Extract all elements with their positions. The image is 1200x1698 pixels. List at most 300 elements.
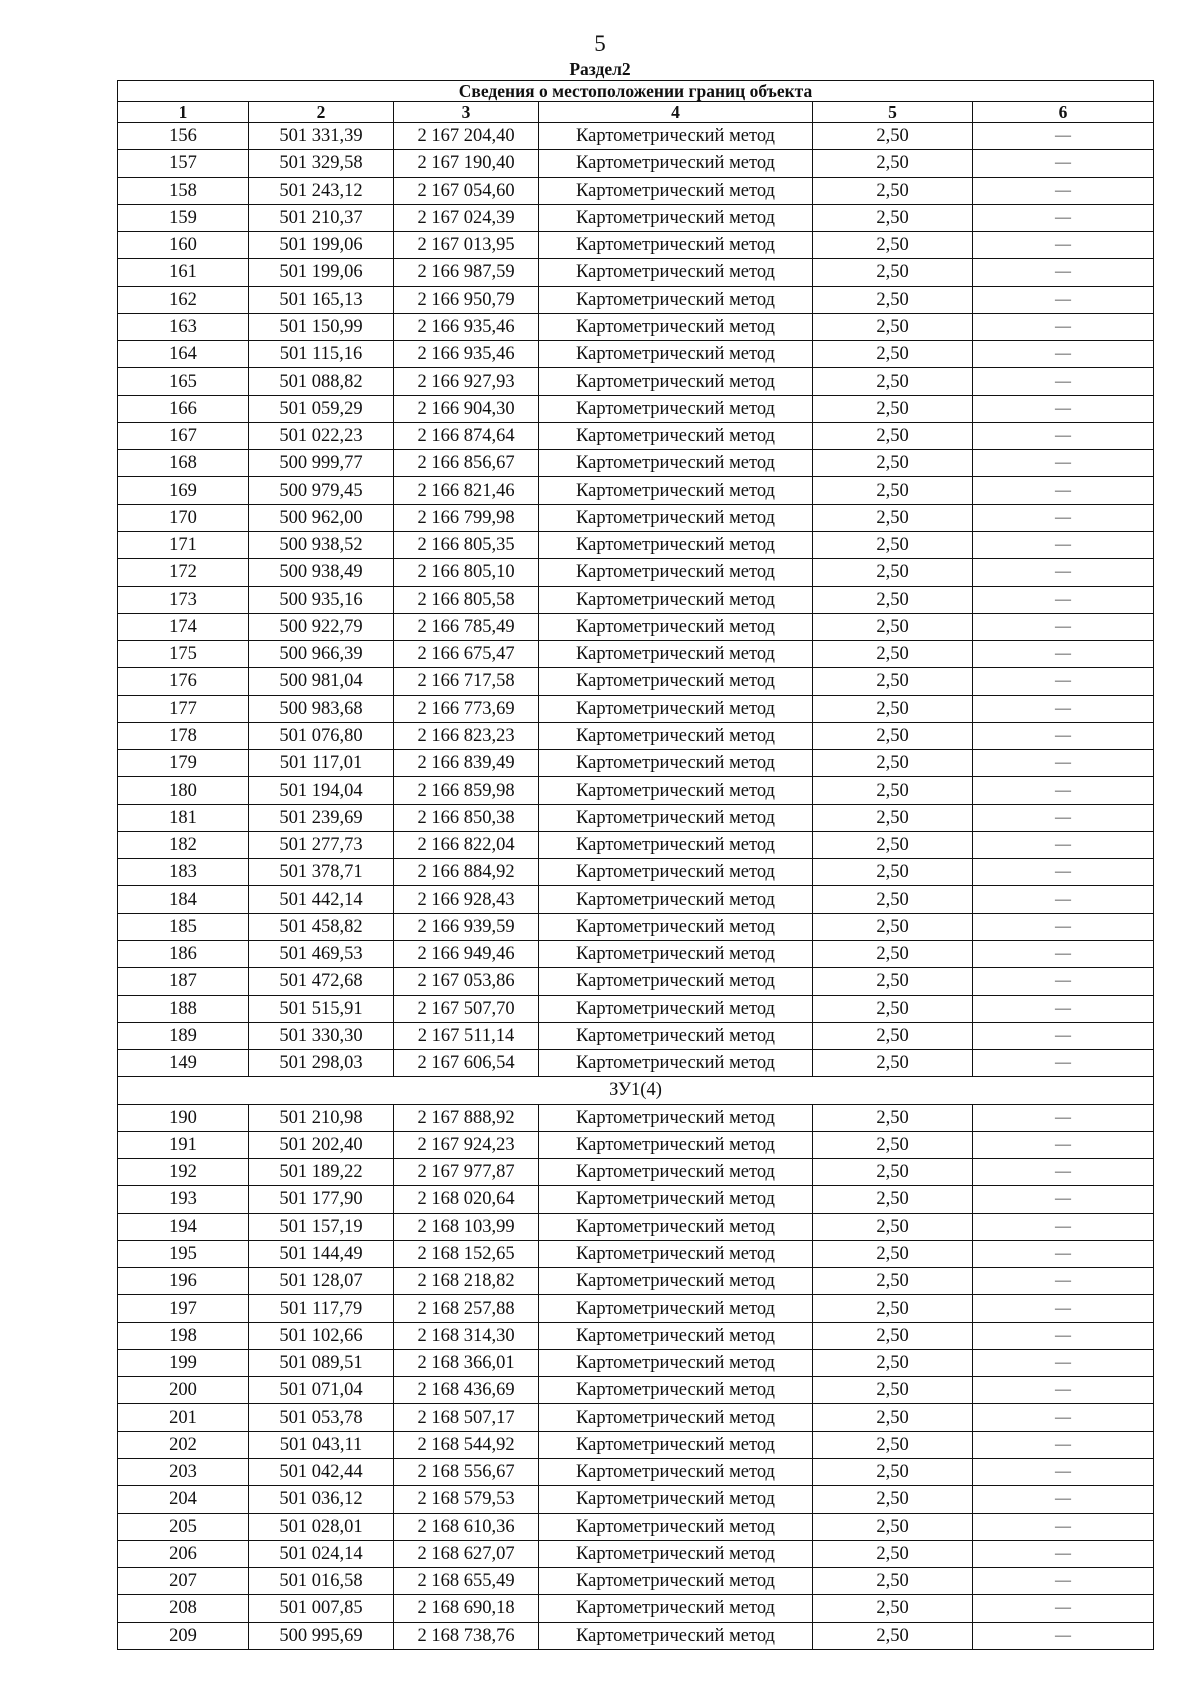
- y-coordinate-cell: 2 168 218,82: [394, 1268, 539, 1295]
- x-coordinate-cell: 501 243,12: [249, 177, 394, 204]
- point-number-cell: 168: [118, 450, 249, 477]
- x-coordinate-cell: 501 202,40: [249, 1131, 394, 1158]
- y-coordinate-cell: 2 166 935,46: [394, 313, 539, 340]
- accuracy-cell: 2,50: [813, 1186, 973, 1213]
- accuracy-cell: 2,50: [813, 886, 973, 913]
- column-header: 5: [813, 102, 973, 123]
- x-coordinate-cell: 500 938,52: [249, 531, 394, 558]
- y-coordinate-cell: 2 167 204,40: [394, 123, 539, 150]
- method-cell: Картометрический метод: [539, 940, 813, 967]
- point-number-cell: 167: [118, 422, 249, 449]
- accuracy-cell: 2,50: [813, 586, 973, 613]
- point-number-cell: 163: [118, 313, 249, 340]
- accuracy-cell: 2,50: [813, 613, 973, 640]
- x-coordinate-cell: 501 150,99: [249, 313, 394, 340]
- accuracy-cell: 2,50: [813, 1240, 973, 1267]
- note-cell: —: [973, 368, 1154, 395]
- method-cell: Картометрический метод: [539, 1459, 813, 1486]
- x-coordinate-cell: 501 016,58: [249, 1568, 394, 1595]
- method-cell: Картометрический метод: [539, 1213, 813, 1240]
- accuracy-cell: 2,50: [813, 995, 973, 1022]
- x-coordinate-cell: 501 059,29: [249, 395, 394, 422]
- note-cell: —: [973, 259, 1154, 286]
- note-cell: —: [973, 559, 1154, 586]
- y-coordinate-cell: 2 168 314,30: [394, 1322, 539, 1349]
- y-coordinate-cell: 2 166 799,98: [394, 504, 539, 531]
- table-row: [118, 1595, 1154, 1622]
- note-cell: —: [973, 1268, 1154, 1295]
- point-number-cell: 176: [118, 668, 249, 695]
- point-number-cell: 160: [118, 232, 249, 259]
- note-cell: —: [973, 1186, 1154, 1213]
- point-number-cell: 157: [118, 150, 249, 177]
- y-coordinate-cell: 2 166 939,59: [394, 913, 539, 940]
- x-coordinate-cell: 501 042,44: [249, 1459, 394, 1486]
- method-cell: Картометрический метод: [539, 1268, 813, 1295]
- table-row: [118, 995, 1154, 1022]
- point-number-cell: 187: [118, 968, 249, 995]
- point-number-cell: 171: [118, 531, 249, 558]
- table-row: [118, 504, 1154, 531]
- x-coordinate-cell: 501 472,68: [249, 968, 394, 995]
- page-number: 5: [594, 31, 606, 56]
- y-coordinate-cell: 2 166 805,58: [394, 586, 539, 613]
- accuracy-cell: 2,50: [813, 1159, 973, 1186]
- method-cell: Картометрический метод: [539, 1622, 813, 1649]
- point-number-cell: 192: [118, 1159, 249, 1186]
- accuracy-cell: 2,50: [813, 777, 973, 804]
- point-number-cell: 170: [118, 504, 249, 531]
- x-coordinate-cell: 501 102,66: [249, 1322, 394, 1349]
- y-coordinate-cell: 2 166 884,92: [394, 859, 539, 886]
- column-header: 2: [249, 102, 394, 123]
- method-cell: Картометрический метод: [539, 695, 813, 722]
- method-cell: Картометрический метод: [539, 368, 813, 395]
- accuracy-cell: 2,50: [813, 422, 973, 449]
- point-number-cell: 186: [118, 940, 249, 967]
- table-row: [118, 477, 1154, 504]
- y-coordinate-cell: 2 167 054,60: [394, 177, 539, 204]
- method-cell: Картометрический метод: [539, 477, 813, 504]
- table-caption-row: [118, 81, 1154, 102]
- x-coordinate-cell: 501 330,30: [249, 1022, 394, 1049]
- table-body: [118, 123, 1154, 1650]
- table-row: [118, 750, 1154, 777]
- y-coordinate-cell: 2 166 839,49: [394, 750, 539, 777]
- note-cell: —: [973, 695, 1154, 722]
- x-coordinate-cell: 501 194,04: [249, 777, 394, 804]
- y-coordinate-cell: 2 167 507,70: [394, 995, 539, 1022]
- accuracy-cell: 2,50: [813, 450, 973, 477]
- table-row: [118, 1513, 1154, 1540]
- point-number-cell: 178: [118, 722, 249, 749]
- accuracy-cell: 2,50: [813, 341, 973, 368]
- accuracy-cell: 2,50: [813, 1349, 973, 1376]
- table-row: [118, 232, 1154, 259]
- point-number-cell: 193: [118, 1186, 249, 1213]
- table-row: [118, 531, 1154, 558]
- point-number-cell: 200: [118, 1377, 249, 1404]
- y-coordinate-cell: 2 166 874,64: [394, 422, 539, 449]
- x-coordinate-cell: 501 329,58: [249, 150, 394, 177]
- y-coordinate-cell: 2 167 924,23: [394, 1131, 539, 1158]
- y-coordinate-cell: 2 168 103,99: [394, 1213, 539, 1240]
- accuracy-cell: 2,50: [813, 123, 973, 150]
- table-row: [118, 886, 1154, 913]
- x-coordinate-cell: 500 922,79: [249, 613, 394, 640]
- x-coordinate-cell: 501 022,23: [249, 422, 394, 449]
- method-cell: Картометрический метод: [539, 286, 813, 313]
- x-coordinate-cell: 501 117,79: [249, 1295, 394, 1322]
- table-row: [118, 1050, 1154, 1077]
- table-row: [118, 913, 1154, 940]
- point-number-cell: 161: [118, 259, 249, 286]
- table-row: [118, 1431, 1154, 1458]
- note-cell: —: [973, 1568, 1154, 1595]
- x-coordinate-cell: 501 378,71: [249, 859, 394, 886]
- accuracy-cell: 2,50: [813, 968, 973, 995]
- note-cell: —: [973, 831, 1154, 858]
- y-coordinate-cell: 2 166 850,38: [394, 804, 539, 831]
- point-number-cell: 205: [118, 1513, 249, 1540]
- y-coordinate-cell: 2 166 805,10: [394, 559, 539, 586]
- accuracy-cell: 2,50: [813, 1431, 973, 1458]
- accuracy-cell: 2,50: [813, 177, 973, 204]
- table-row: [118, 177, 1154, 204]
- x-coordinate-cell: 501 189,22: [249, 1159, 394, 1186]
- method-cell: Картометрический метод: [539, 1349, 813, 1376]
- table-row: [118, 1459, 1154, 1486]
- accuracy-cell: 2,50: [813, 1022, 973, 1049]
- method-cell: Картометрический метод: [539, 722, 813, 749]
- note-cell: —: [973, 1431, 1154, 1458]
- note-cell: —: [973, 586, 1154, 613]
- y-coordinate-cell: 2 168 627,07: [394, 1540, 539, 1567]
- accuracy-cell: 2,50: [813, 1377, 973, 1404]
- table-row: [118, 259, 1154, 286]
- x-coordinate-cell: 500 962,00: [249, 504, 394, 531]
- accuracy-cell: 2,50: [813, 940, 973, 967]
- x-coordinate-cell: 501 210,37: [249, 204, 394, 231]
- method-cell: Картометрический метод: [539, 1050, 813, 1077]
- y-coordinate-cell: 2 166 987,59: [394, 259, 539, 286]
- note-cell: —: [973, 504, 1154, 531]
- accuracy-cell: 2,50: [813, 477, 973, 504]
- point-number-cell: 162: [118, 286, 249, 313]
- group-label: ЗУ1(4): [118, 1077, 1154, 1104]
- column-header: 6: [973, 102, 1154, 123]
- point-number-cell: 182: [118, 831, 249, 858]
- y-coordinate-cell: 2 168 436,69: [394, 1377, 539, 1404]
- y-coordinate-cell: 2 166 785,49: [394, 613, 539, 640]
- note-cell: —: [973, 422, 1154, 449]
- accuracy-cell: 2,50: [813, 1459, 973, 1486]
- note-cell: —: [973, 1322, 1154, 1349]
- method-cell: Картометрический метод: [539, 750, 813, 777]
- method-cell: Картометрический метод: [539, 777, 813, 804]
- accuracy-cell: 2,50: [813, 1540, 973, 1567]
- method-cell: Картометрический метод: [539, 1131, 813, 1158]
- note-cell: —: [973, 450, 1154, 477]
- note-cell: —: [973, 722, 1154, 749]
- y-coordinate-cell: 2 167 511,14: [394, 1022, 539, 1049]
- method-cell: Картометрический метод: [539, 1595, 813, 1622]
- accuracy-cell: 2,50: [813, 722, 973, 749]
- table-row: [118, 1322, 1154, 1349]
- x-coordinate-cell: 500 938,49: [249, 559, 394, 586]
- accuracy-cell: 2,50: [813, 1213, 973, 1240]
- y-coordinate-cell: 2 168 544,92: [394, 1431, 539, 1458]
- table-row: [118, 313, 1154, 340]
- point-number-cell: 179: [118, 750, 249, 777]
- x-coordinate-cell: 501 007,85: [249, 1595, 394, 1622]
- method-cell: Картометрический метод: [539, 886, 813, 913]
- point-number-cell: 188: [118, 995, 249, 1022]
- table-row: [118, 286, 1154, 313]
- note-cell: —: [973, 341, 1154, 368]
- point-number-cell: 159: [118, 204, 249, 231]
- point-number-cell: 199: [118, 1349, 249, 1376]
- method-cell: Картометрический метод: [539, 668, 813, 695]
- point-number-cell: 207: [118, 1568, 249, 1595]
- y-coordinate-cell: 2 166 823,23: [394, 722, 539, 749]
- table-row: [118, 1404, 1154, 1431]
- point-number-cell: 174: [118, 613, 249, 640]
- x-coordinate-cell: 501 165,13: [249, 286, 394, 313]
- point-number-cell: 197: [118, 1295, 249, 1322]
- y-coordinate-cell: 2 167 606,54: [394, 1050, 539, 1077]
- table-row: [118, 204, 1154, 231]
- table-caption: Сведения о местоположении границ объекта: [118, 81, 1154, 102]
- x-coordinate-cell: 500 995,69: [249, 1622, 394, 1649]
- note-cell: —: [973, 150, 1154, 177]
- accuracy-cell: 2,50: [813, 1295, 973, 1322]
- note-cell: —: [973, 968, 1154, 995]
- x-coordinate-cell: 501 458,82: [249, 913, 394, 940]
- note-cell: —: [973, 1377, 1154, 1404]
- point-number-cell: 183: [118, 859, 249, 886]
- accuracy-cell: 2,50: [813, 313, 973, 340]
- note-cell: —: [973, 1104, 1154, 1131]
- accuracy-cell: 2,50: [813, 531, 973, 558]
- note-cell: —: [973, 313, 1154, 340]
- point-number-cell: 180: [118, 777, 249, 804]
- method-cell: Картометрический метод: [539, 804, 813, 831]
- point-number-cell: 185: [118, 913, 249, 940]
- accuracy-cell: 2,50: [813, 559, 973, 586]
- table-row: [118, 1295, 1154, 1322]
- table-row: [118, 395, 1154, 422]
- y-coordinate-cell: 2 167 888,92: [394, 1104, 539, 1131]
- point-number-cell: 191: [118, 1131, 249, 1158]
- y-coordinate-cell: 2 167 977,87: [394, 1159, 539, 1186]
- note-cell: —: [973, 1159, 1154, 1186]
- method-cell: Картометрический метод: [539, 1431, 813, 1458]
- coordinates-table: [117, 80, 1154, 1650]
- method-cell: Картометрический метод: [539, 1486, 813, 1513]
- y-coordinate-cell: 2 168 610,36: [394, 1513, 539, 1540]
- y-coordinate-cell: 2 168 690,18: [394, 1595, 539, 1622]
- accuracy-cell: 2,50: [813, 641, 973, 668]
- point-number-cell: 164: [118, 341, 249, 368]
- table-row: [118, 1213, 1154, 1240]
- table-row: [118, 1349, 1154, 1376]
- x-coordinate-cell: 500 935,16: [249, 586, 394, 613]
- y-coordinate-cell: 2 167 013,95: [394, 232, 539, 259]
- point-number-cell: 202: [118, 1431, 249, 1458]
- point-number-cell: 181: [118, 804, 249, 831]
- x-coordinate-cell: 501 115,16: [249, 341, 394, 368]
- method-cell: Картометрический метод: [539, 259, 813, 286]
- accuracy-cell: 2,50: [813, 368, 973, 395]
- column-header: 1: [118, 102, 249, 123]
- x-coordinate-cell: 501 239,69: [249, 804, 394, 831]
- method-cell: Картометрический метод: [539, 913, 813, 940]
- note-cell: —: [973, 913, 1154, 940]
- point-number-cell: 201: [118, 1404, 249, 1431]
- y-coordinate-cell: 2 168 020,64: [394, 1186, 539, 1213]
- accuracy-cell: 2,50: [813, 804, 973, 831]
- x-coordinate-cell: 501 442,14: [249, 886, 394, 913]
- table-row: [118, 123, 1154, 150]
- point-number-cell: 209: [118, 1622, 249, 1649]
- method-cell: Картометрический метод: [539, 995, 813, 1022]
- accuracy-cell: 2,50: [813, 1322, 973, 1349]
- y-coordinate-cell: 2 166 949,46: [394, 940, 539, 967]
- x-coordinate-cell: 501 028,01: [249, 1513, 394, 1540]
- method-cell: Картометрический метод: [539, 1186, 813, 1213]
- note-cell: —: [973, 1595, 1154, 1622]
- accuracy-cell: 2,50: [813, 668, 973, 695]
- accuracy-cell: 2,50: [813, 1595, 973, 1622]
- note-cell: —: [973, 232, 1154, 259]
- x-coordinate-cell: 500 999,77: [249, 450, 394, 477]
- y-coordinate-cell: 2 168 366,01: [394, 1349, 539, 1376]
- method-cell: Картометрический метод: [539, 150, 813, 177]
- x-coordinate-cell: 501 469,53: [249, 940, 394, 967]
- method-cell: Картометрический метод: [539, 1295, 813, 1322]
- table-row: [118, 613, 1154, 640]
- table-row: [118, 1022, 1154, 1049]
- table-row: [118, 1159, 1154, 1186]
- note-cell: —: [973, 1050, 1154, 1077]
- table-row: [118, 722, 1154, 749]
- y-coordinate-cell: 2 167 024,39: [394, 204, 539, 231]
- table-row: [118, 586, 1154, 613]
- table-row: [118, 1568, 1154, 1595]
- table-row: [118, 668, 1154, 695]
- point-number-cell: 195: [118, 1240, 249, 1267]
- y-coordinate-cell: 2 166 935,46: [394, 341, 539, 368]
- table-row: [118, 341, 1154, 368]
- point-number-cell: 158: [118, 177, 249, 204]
- x-coordinate-cell: 501 277,73: [249, 831, 394, 858]
- point-number-cell: 156: [118, 123, 249, 150]
- method-cell: Картометрический метод: [539, 450, 813, 477]
- y-coordinate-cell: 2 168 738,76: [394, 1622, 539, 1649]
- table-row: [118, 1186, 1154, 1213]
- x-coordinate-cell: 501 088,82: [249, 368, 394, 395]
- y-coordinate-cell: 2 166 859,98: [394, 777, 539, 804]
- note-cell: —: [973, 1240, 1154, 1267]
- y-coordinate-cell: 2 166 904,30: [394, 395, 539, 422]
- note-cell: —: [973, 668, 1154, 695]
- method-cell: Картометрический метод: [539, 341, 813, 368]
- table-row: [118, 777, 1154, 804]
- accuracy-cell: 2,50: [813, 232, 973, 259]
- method-cell: Картометрический метод: [539, 1513, 813, 1540]
- accuracy-cell: 2,50: [813, 259, 973, 286]
- note-cell: —: [973, 1213, 1154, 1240]
- x-coordinate-cell: 501 036,12: [249, 1486, 394, 1513]
- column-header-row: [118, 102, 1154, 123]
- method-cell: Картометрический метод: [539, 1377, 813, 1404]
- y-coordinate-cell: 2 166 773,69: [394, 695, 539, 722]
- point-number-cell: 172: [118, 559, 249, 586]
- note-cell: —: [973, 1295, 1154, 1322]
- x-coordinate-cell: 501 210,98: [249, 1104, 394, 1131]
- table-row: [118, 1622, 1154, 1649]
- table-row: [118, 368, 1154, 395]
- method-cell: Картометрический метод: [539, 395, 813, 422]
- y-coordinate-cell: 2 168 257,88: [394, 1295, 539, 1322]
- point-number-cell: 149: [118, 1050, 249, 1077]
- note-cell: —: [973, 859, 1154, 886]
- table-row: [118, 940, 1154, 967]
- y-coordinate-cell: 2 166 805,35: [394, 531, 539, 558]
- point-number-cell: 204: [118, 1486, 249, 1513]
- point-number-cell: 177: [118, 695, 249, 722]
- method-cell: Картометрический метод: [539, 968, 813, 995]
- point-number-cell: 194: [118, 1213, 249, 1240]
- y-coordinate-cell: 2 166 950,79: [394, 286, 539, 313]
- table-head: [118, 81, 1154, 123]
- point-number-cell: 206: [118, 1540, 249, 1567]
- x-coordinate-cell: 501 089,51: [249, 1349, 394, 1376]
- note-cell: —: [973, 204, 1154, 231]
- note-cell: —: [973, 1131, 1154, 1158]
- accuracy-cell: 2,50: [813, 286, 973, 313]
- accuracy-cell: 2,50: [813, 913, 973, 940]
- y-coordinate-cell: 2 168 152,65: [394, 1240, 539, 1267]
- accuracy-cell: 2,50: [813, 1404, 973, 1431]
- table-row: [118, 1268, 1154, 1295]
- note-cell: —: [973, 1459, 1154, 1486]
- note-cell: —: [973, 804, 1154, 831]
- x-coordinate-cell: 501 199,06: [249, 232, 394, 259]
- y-coordinate-cell: 2 167 190,40: [394, 150, 539, 177]
- table-row: [118, 831, 1154, 858]
- section-title: Раздел2: [569, 59, 631, 79]
- note-cell: —: [973, 613, 1154, 640]
- note-cell: —: [973, 886, 1154, 913]
- method-cell: Картометрический метод: [539, 504, 813, 531]
- y-coordinate-cell: 2 167 053,86: [394, 968, 539, 995]
- note-cell: —: [973, 177, 1154, 204]
- method-cell: Картометрический метод: [539, 1022, 813, 1049]
- accuracy-cell: 2,50: [813, 204, 973, 231]
- method-cell: Картометрический метод: [539, 123, 813, 150]
- method-cell: Картометрический метод: [539, 1104, 813, 1131]
- method-cell: Картометрический метод: [539, 1159, 813, 1186]
- x-coordinate-cell: 501 071,04: [249, 1377, 394, 1404]
- note-cell: —: [973, 777, 1154, 804]
- point-number-cell: 165: [118, 368, 249, 395]
- table-row: [118, 450, 1154, 477]
- point-number-cell: 184: [118, 886, 249, 913]
- accuracy-cell: 2,50: [813, 1131, 973, 1158]
- point-number-cell: 173: [118, 586, 249, 613]
